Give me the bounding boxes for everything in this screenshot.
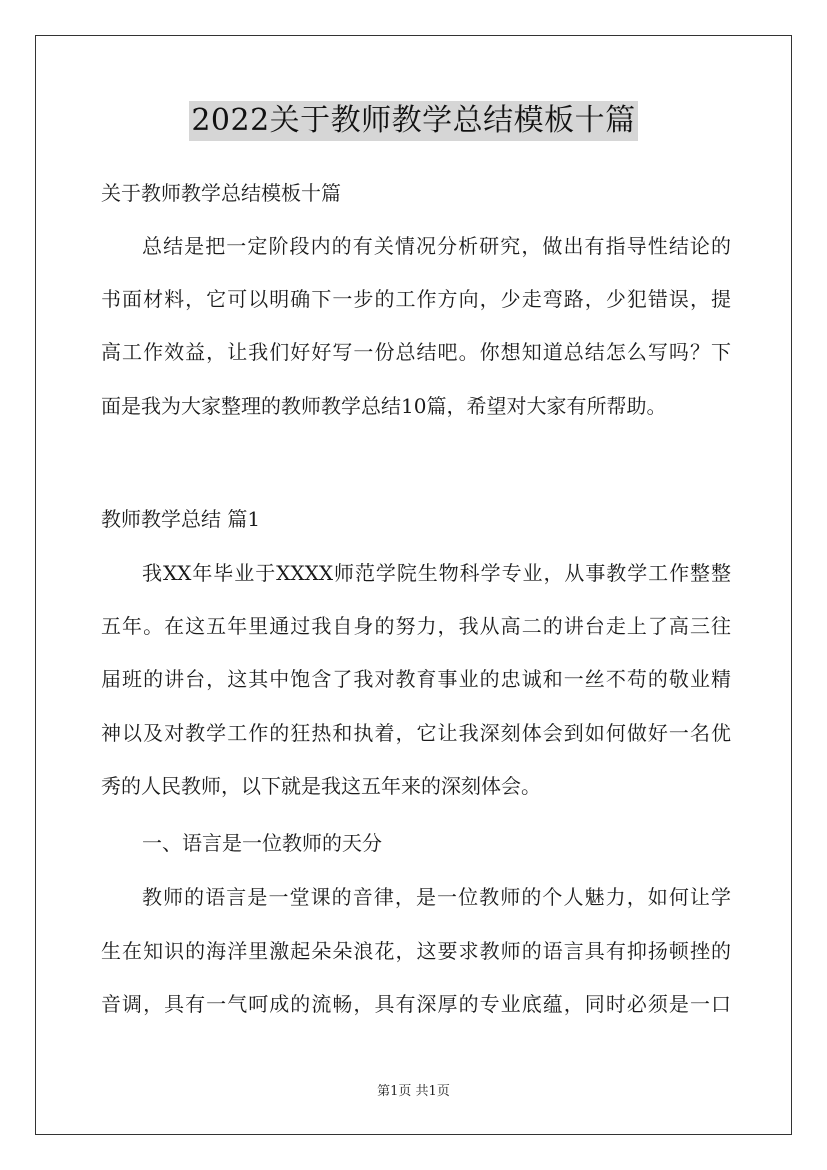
- section-line: 届班的讲台，这其中饱含了我对教育事业的忠诚和一丝不苟的敬业精: [101, 667, 731, 691]
- section-line: 五年。在这五年里通过我自身的努力，我从高二的讲台走上了高三往: [101, 614, 731, 638]
- title-container: [0, 101, 827, 141]
- document-subtitle: 关于教师教学总结模板十篇: [101, 181, 341, 205]
- section-line: 秀的人民教师，以下就是我这五年来的深刻体会。: [101, 774, 541, 798]
- subsection-line: 教师的语言是一堂课的音律，是一位教师的个人魅力，如何让学: [142, 885, 731, 909]
- section-line: 神以及对教学工作的狂热和执着，它让我深刻体会到如何做好一名优: [101, 721, 731, 745]
- section-line: 我XX年毕业于XXXX师范学院生物科学专业，从事教学工作整整: [142, 561, 731, 585]
- subsection-line: 音调，具有一气呵成的流畅，具有深厚的专业底蕴，同时必须是一口: [101, 992, 731, 1016]
- intro-line: 总结是把一定阶段内的有关情况分析研究，做出有指导性结论的: [142, 234, 731, 258]
- document-title: 2022关于教师教学总结模板十篇: [189, 101, 637, 141]
- subheading: 一、语言是一位教师的天分: [142, 831, 382, 855]
- page-footer: 第1页 共1页: [377, 1084, 450, 1099]
- intro-line: 面是我为大家整理的教师教学总结10篇，希望对大家有所帮助。: [101, 394, 667, 418]
- intro-line: 书面材料，它可以明确下一步的工作方向，少走弯路，少犯错误，提: [101, 287, 731, 311]
- section-heading: 教师教学总结 篇1: [101, 507, 261, 531]
- subsection-line: 生在知识的海洋里激起朵朵浪花，这要求教师的语言具有抑扬顿挫的: [101, 939, 731, 963]
- intro-line: 高工作效益，让我们好好写一份总结吧。你想知道总结怎么写吗？下: [101, 340, 731, 364]
